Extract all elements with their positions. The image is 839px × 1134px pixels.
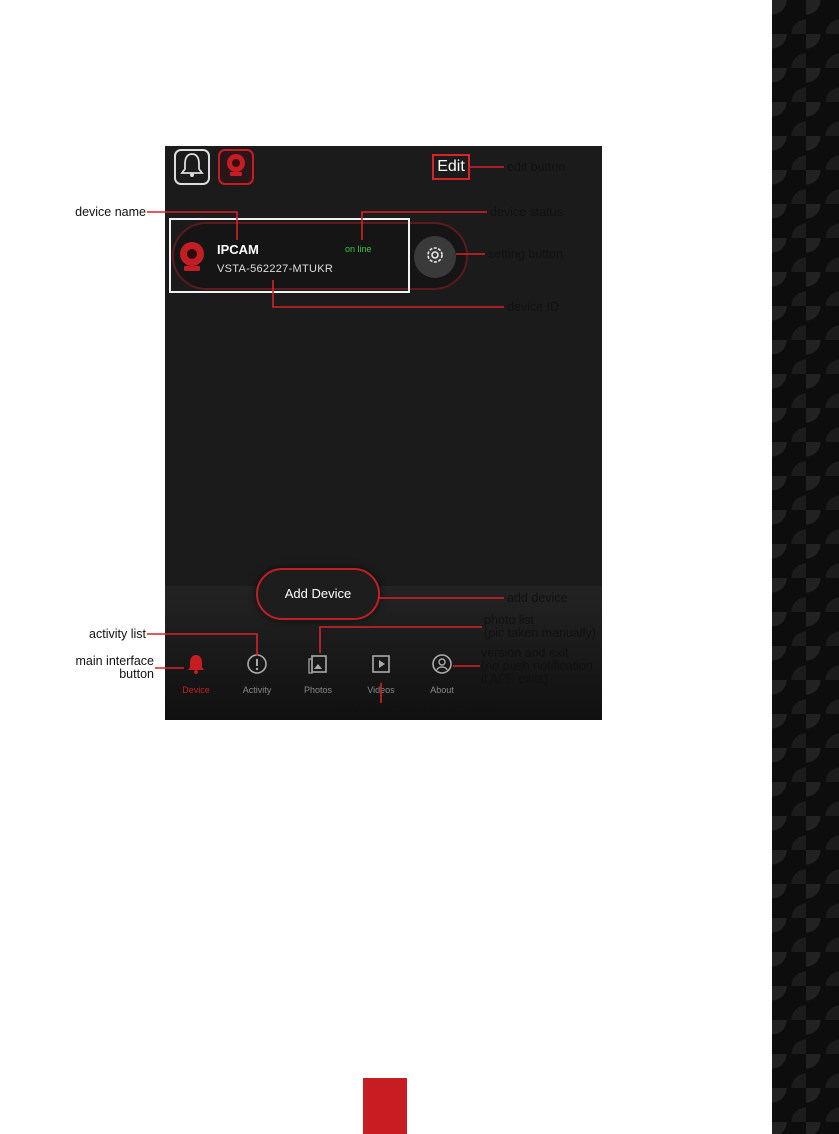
tab-label: Photos xyxy=(303,685,333,695)
annotation-main-interface xyxy=(40,655,154,681)
annotation-add-device: add device xyxy=(507,591,568,605)
annotation-setting-button: setting button xyxy=(488,247,564,261)
annotation-device-id: device ID xyxy=(507,300,560,314)
annotation-line: (no push notification xyxy=(481,659,593,673)
annotation-photo-list xyxy=(484,614,596,640)
annotation-line: main interface xyxy=(75,654,154,668)
edit-button[interactable]: Edit xyxy=(432,154,470,180)
add-device-button[interactable]: Add Device xyxy=(256,568,380,620)
page-marker xyxy=(363,1078,407,1134)
device-id: VSTA-562227-MTUKR xyxy=(217,263,334,275)
annotation-line: version and exit xyxy=(481,646,569,660)
tab-label: About xyxy=(430,685,454,695)
device-name: IPCAM xyxy=(217,242,259,257)
annotation-video-list: video list (manually recorded) xyxy=(333,702,497,716)
device-status: on line xyxy=(345,244,372,254)
annotation-line: photo list xyxy=(484,613,535,627)
annotation-device-name: device name xyxy=(75,205,146,219)
tab-label: Videos xyxy=(367,685,395,695)
annotation-line: (pic taken manually) xyxy=(484,626,596,640)
tab-label: Activity xyxy=(242,685,272,695)
annotation-line: if APP exits) xyxy=(481,672,549,686)
annotation-device-status: device status xyxy=(490,205,563,219)
annotation-version-exit xyxy=(481,647,593,686)
tab-label: Device xyxy=(182,685,210,695)
annotation-edit-button: edit button xyxy=(507,160,566,174)
annotation-line: button xyxy=(119,667,154,681)
annotation-activity-list: activity list xyxy=(89,627,146,641)
